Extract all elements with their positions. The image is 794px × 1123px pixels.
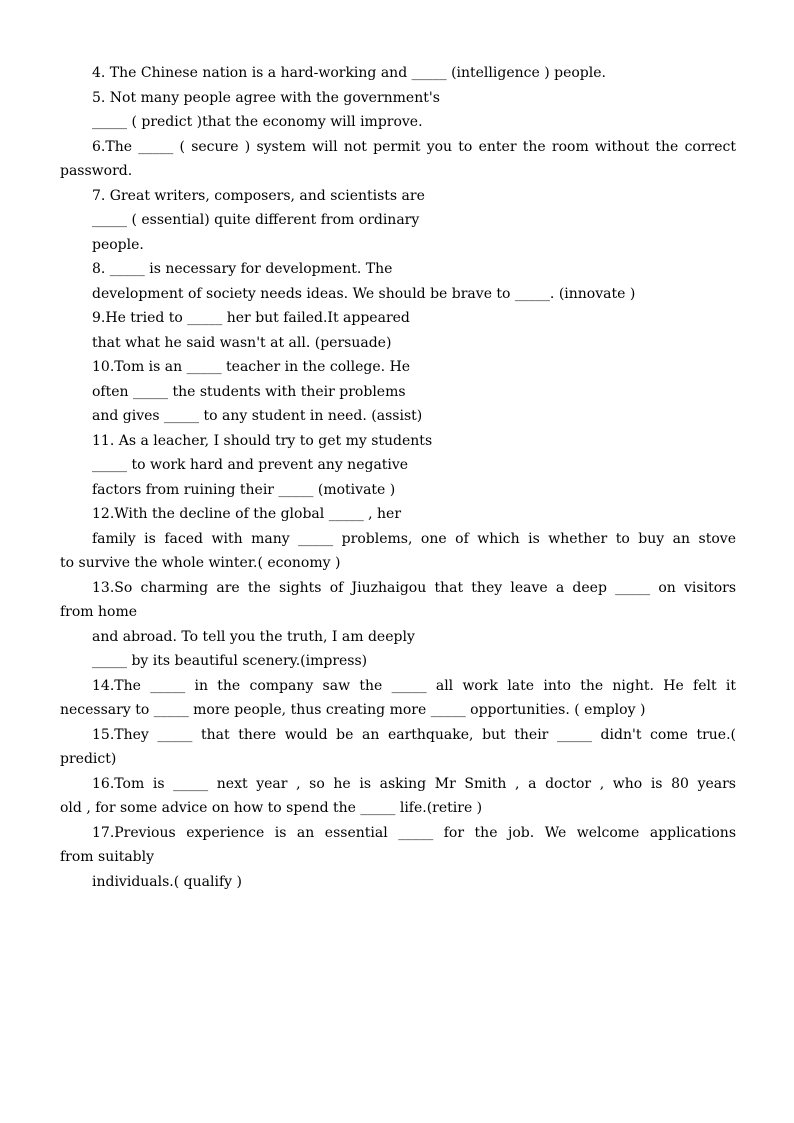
exercise-line: and abroad. To tell you the truth, I am deeply xyxy=(92,628,415,645)
exercise-line: 15.They _____ that there would be an earthquake, but their _____ didn't come true.( xyxy=(92,726,736,743)
exercise-item xyxy=(60,61,736,86)
exercise-line: 4. The Chinese nation is a hard-working and _____ (intelligence ) people. xyxy=(92,65,606,81)
exercise-line: people. xyxy=(92,236,144,253)
exercise-line: 10.Tom is an _____ teacher in the college. He xyxy=(92,359,411,375)
exercise-line: from suitably xyxy=(60,849,155,865)
exercise-line: necessary to _____ more people, thus creating more _____ opportunities. ( employ ) xyxy=(60,702,646,718)
exercise-line: _____ to work hard and prevent any negative xyxy=(92,457,409,473)
exercise-line: old , for some advice on how to spend the _____ life.(retire ) xyxy=(60,800,483,816)
exercise-line: 11. As a leacher, I should try to get my students xyxy=(92,432,433,449)
exercise-item xyxy=(60,772,736,821)
exercise-line: 13.So charming are the sights of Jiuzhaigou that they leave a deep _____ on visitors xyxy=(92,579,736,596)
exercise-line: 16.Tom is _____ next year , so he is asking Mr Smith , a doctor , who is 80 years xyxy=(92,775,736,792)
exercise-line: development of society needs ideas. We should be brave to _____. (innovate ) xyxy=(92,285,636,302)
exercise-item xyxy=(60,502,736,576)
exercise-line: 5. Not many people agree with the government's xyxy=(92,89,440,106)
exercise-item xyxy=(60,135,736,184)
exercise-line: 7. Great writers, composers, and scientists are xyxy=(92,187,425,204)
exercise-line: 8. _____ is necessary for development. The xyxy=(92,261,393,277)
exercise-item xyxy=(60,184,736,258)
exercise-line: to survive the whole winter.( economy ) xyxy=(60,555,341,571)
exercise-item xyxy=(60,257,736,306)
exercise-line: predict) xyxy=(60,751,117,767)
exercise-line: often _____ the students with their problems xyxy=(92,383,406,400)
exercise-line: from home xyxy=(60,604,138,620)
exercise-line: factors from ruining their _____ (motivate ) xyxy=(92,481,396,498)
exercise-line: family is faced with many _____ problems, one of which is whether to buy an stove xyxy=(92,530,736,547)
exercise-line: individuals.( qualify ) xyxy=(92,873,242,890)
exercise-line: 17.Previous experience is an essential _____ for the job. We welcome applications xyxy=(92,824,736,841)
exercise-line: 6.The _____ ( secure ) system will not permit you to enter the room without the correct xyxy=(92,138,736,155)
exercise-item xyxy=(60,355,736,429)
exercise-line: that what he said wasn't at all. (persuade) xyxy=(92,334,392,351)
exercise-item xyxy=(60,723,736,772)
exercise-item xyxy=(60,821,736,895)
exercise-item xyxy=(60,86,736,135)
exercise-line: 12.With the decline of the global _____ , her xyxy=(92,506,402,522)
exercise-item xyxy=(60,306,736,355)
exercise-line: 9.He tried to _____ her but failed.It appeared xyxy=(92,310,410,326)
exercise-line: password. xyxy=(60,163,133,179)
exercise-line: and gives _____ to any student in need. (assist) xyxy=(92,408,423,424)
exercise-line: _____ by its beautiful scenery.(impress) xyxy=(92,653,368,669)
exercise-item xyxy=(60,576,736,674)
exercise-item xyxy=(60,674,736,723)
exercise-line: 14.The _____ in the company saw the _____ all work late into the night. He felt it xyxy=(92,677,736,694)
exercise-line: _____ ( essential) quite different from ordinary xyxy=(92,212,420,228)
document-page xyxy=(60,61,736,894)
exercise-line: _____ ( predict )that the economy will improve. xyxy=(92,114,423,130)
exercise-item xyxy=(60,429,736,503)
